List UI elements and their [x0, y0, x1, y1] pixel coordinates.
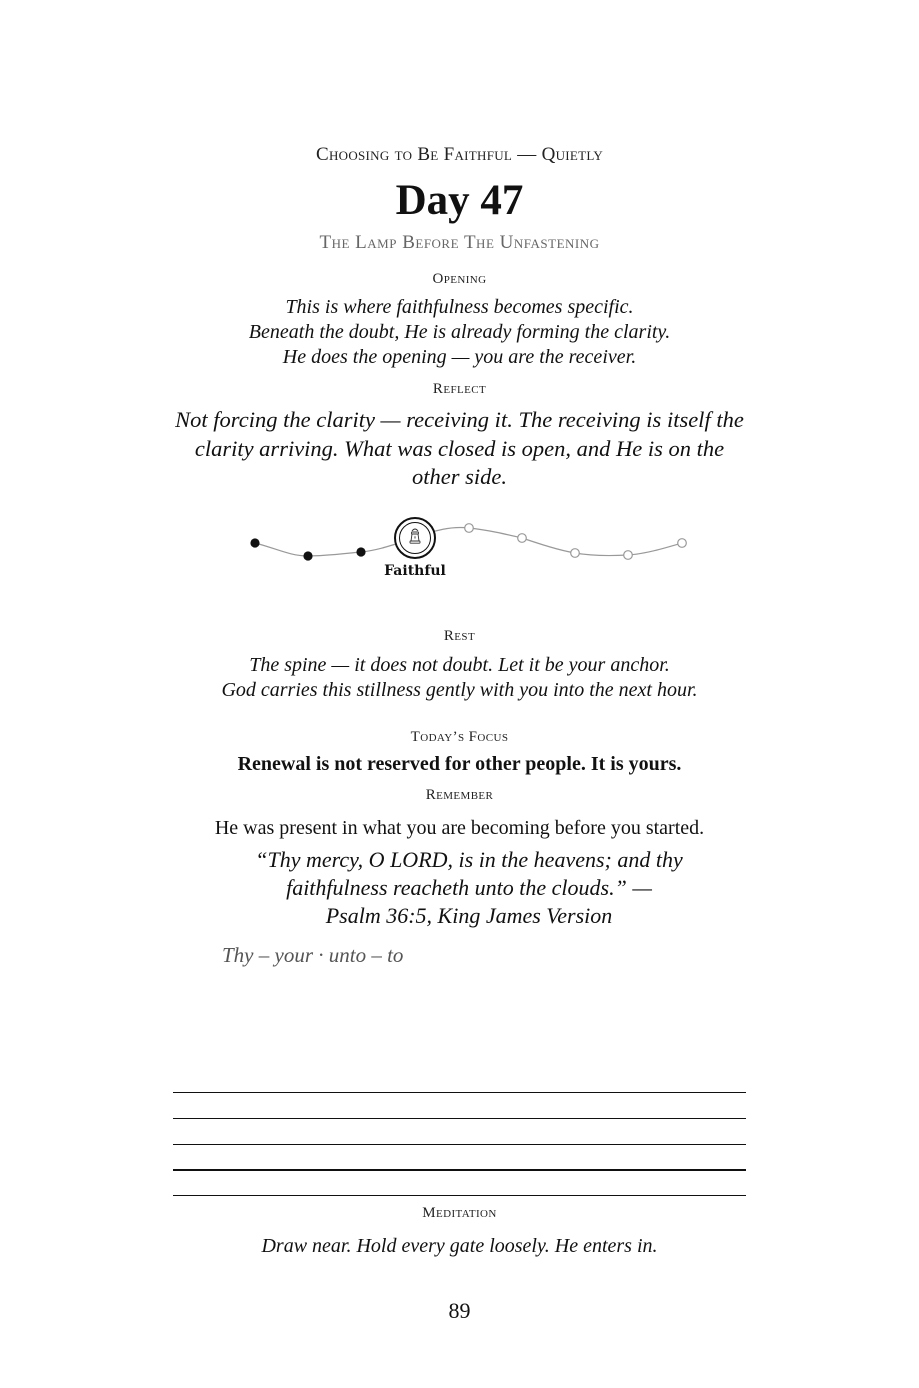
- journal-line[interactable]: [173, 1092, 746, 1093]
- journey-step-done: [303, 551, 312, 560]
- journey-current-step: [395, 518, 435, 558]
- journal-lines[interactable]: [173, 1092, 746, 1221]
- journey-step-done: [356, 547, 365, 556]
- opening-line: Beneath the doubt, He is already forming the clarity.: [248, 321, 671, 343]
- quote-line: “Thy mercy, O LORD, is in the heavens; and thy: [255, 847, 683, 872]
- journey-step-upcoming: [465, 524, 474, 533]
- rest-line: God carries this stillness gently with you into the next hour.: [221, 679, 698, 701]
- journey-step-upcoming: [518, 534, 527, 543]
- focus-label: Today’s Focus: [410, 729, 509, 745]
- journey-step-done: [250, 538, 259, 547]
- journey-step-upcoming: [678, 539, 687, 548]
- opening-label: Opening: [432, 271, 487, 287]
- remember-label: Remember: [425, 787, 494, 803]
- quote-line: faithfulness reacheth unto the clouds.” —: [286, 875, 652, 900]
- journey-step-upcoming: [624, 551, 633, 560]
- journal-line[interactable]: [173, 1118, 746, 1119]
- word-gloss: Thy – your · unto – to: [222, 943, 404, 967]
- remember-text: He was present in what you are becoming before you started.: [214, 817, 705, 839]
- opening-line: This is where faithfulness becomes specific.: [285, 296, 634, 318]
- reflect-label: Reflect: [432, 381, 487, 397]
- opening-text: [0, 295, 919, 370]
- page-number: 89: [448, 1298, 471, 1323]
- journal-line[interactable]: [173, 1169, 746, 1170]
- meditation-label: Meditation: [422, 1205, 497, 1221]
- scripture-quote: [200, 846, 738, 930]
- journey-path: [240, 508, 700, 588]
- journey-step-upcoming: [571, 549, 580, 558]
- rest-line: The spine — it does not doubt. Let it be your anchor.: [249, 654, 670, 676]
- rest-text: [0, 653, 919, 703]
- quote-line: Psalm 36:5, King James Version: [325, 903, 613, 928]
- focus-text: Renewal is not reserved for other people. It is yours.: [237, 753, 682, 775]
- journal-line[interactable]: [173, 1195, 746, 1196]
- meditation-text: Draw near. Hold every gate loosely. He enters in.: [261, 1235, 658, 1257]
- reflect-text: Not forcing the clarity — receiving it. The receiving is itself the clarity arriving. What was closed is open, and He is on the other side.: [175, 407, 744, 489]
- day-subtitle: The Lamp Before The Unfastening: [319, 232, 600, 253]
- day-title: Day 47: [395, 177, 524, 224]
- journey-current-label: Faithful: [384, 563, 446, 579]
- series-title: Choosing to Be Faithful — Quietly: [315, 144, 604, 165]
- opening-line: He does the opening — you are the receiver.: [282, 346, 637, 368]
- rest-label: Rest: [443, 628, 476, 644]
- journal-line[interactable]: [173, 1144, 746, 1145]
